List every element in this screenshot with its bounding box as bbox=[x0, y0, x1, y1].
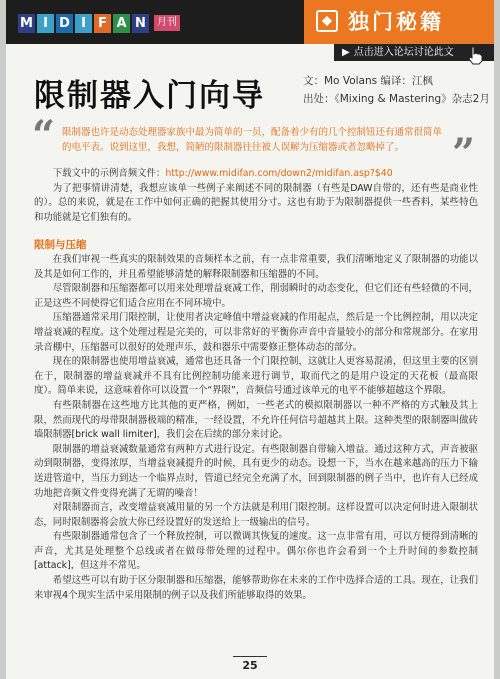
article-intro: 限制器也许是动态处理器家族中最为简单的一员，配备着少有的几个控制钮还有通常很简单的电平表。说到这里，我想，简陋的限制器往往被人误解为压缩器或者忽略掉了。 bbox=[62, 127, 443, 153]
article-title: 限制器入门向导 bbox=[34, 78, 265, 114]
example-paragraph bbox=[34, 167, 478, 182]
author-line: 文：Mo Volans 编译：江枫 bbox=[303, 75, 433, 87]
open-quote-icon: “ bbox=[32, 112, 56, 159]
page-number: 25 bbox=[242, 659, 258, 672]
body-top bbox=[34, 167, 478, 225]
pointing-hand-icon bbox=[464, 44, 486, 66]
paragraph: 有些限制器在这些地方比其他的更严格，例如，一些老式的模拟限制器以一种不严格的方式触及其上限，然而现代的母带限制器极端的精准，一经设置，不允许任何信号超越其上限。这种类型的限制器叫做砖墙限制器[brick wall limiter]，我们会在后续的部分来讨论。 bbox=[34, 399, 478, 441]
logo-letter: I bbox=[75, 14, 92, 33]
paragraph: 现在的限制器也使用增益衰减，通常也还具备一个门限控制，这就让人更容易混淆，但这里主要的区别在于，限制器的增益衰减并不具有比例控制功能来进行调节，取而代之的是用户设定的天花板（最高限度）。简单来说，这意味着你可以设置一个“界限”，音频信号通过该单元的电平不能够超越这个界限。 bbox=[34, 356, 478, 397]
logo-letter: N bbox=[132, 14, 149, 33]
paragraph: 尽管限制器和压缩器都可以用来处理增益衰减工作，削弱瞬时的动态变化，但它们还有些轻微的不同，正是这些不同使得它们适合应用在不同环境中。 bbox=[34, 283, 478, 309]
section-heading: 限制与压缩 bbox=[34, 239, 87, 251]
paragraph: 在我们审视一些真实的限制效果的音频样本之前，有一点非常重要，我们清晰地定义了限制器的功能以及其是如何工作的，并且希望能够清楚的解释限制器和压缩器的不同。 bbox=[34, 254, 478, 280]
page-number-rule bbox=[233, 656, 267, 657]
header-bar bbox=[6, 0, 494, 44]
body-main bbox=[34, 253, 478, 603]
article-meta bbox=[303, 72, 490, 108]
paragraph: 为了把事情讲清楚，我想应该单一些例子来阐述不同的限制器（有些是DAW自带的，还有些是商业性的）。总的来说，就是在工作中如何正确的把握其使用分寸。这也有助于为限制器提供一些香料，某些特色和功能就是它们独有的。 bbox=[34, 182, 478, 223]
logo-letter: M bbox=[18, 14, 35, 33]
paragraph: 有些限制器通常包含了一个释放控制，可以微调其恢复的速度。这一点非常有用，可以方便得到清晰的声音，尤其是处理整个总线或者在做母带处理的过程中。偶尔你也许会看到一个上升时间的参数控制[attack]，但这并不常见。 bbox=[34, 531, 478, 572]
logo-tag: 月刊 bbox=[154, 15, 180, 31]
logo-letter: I bbox=[37, 14, 54, 33]
star-badge-icon bbox=[316, 10, 338, 32]
magazine-page bbox=[6, 0, 494, 679]
column-title: 独门秘籍 bbox=[348, 10, 444, 34]
logo-letter: A bbox=[113, 14, 130, 33]
close-quote-icon: ” bbox=[452, 130, 476, 177]
forum-link-label: 点击进入论坛讨论此文 bbox=[353, 47, 454, 58]
arrow-right-icon: ▶ bbox=[342, 47, 350, 58]
example-link[interactable]: http://www.midifan.com/down2/midifan.asp?$40 bbox=[165, 168, 393, 179]
source-line: 出处：《Mixing & Mastering》杂志2月 bbox=[303, 93, 490, 105]
paragraph: 希望这些可以有助于区分限制器和压缩器，能够帮助你在未来的工作中选择合适的工具。现在，让我们来审视4个现实生活中采用限制的例子以及我们所能够取得的效果。 bbox=[34, 575, 478, 601]
midifan-logo bbox=[18, 13, 180, 33]
paragraph: 限制器的增益衰减数量通常有两种方式进行设定。有些限制器自带输入增益。通过这种方式，声音被驱动到限制器，变得浓厚，当增益衰减提升的时候，具有更少的动态。设想一下，当水在越来越高的压力下输送进管道中，当压力到达一个临界点时，管道已经完全充满了水，回到限制器的例子当中，也许有人已经成功地把音频文件变得充满了无谓的噪音！ bbox=[34, 443, 478, 499]
logo-letter: D bbox=[56, 14, 73, 33]
logo-letter: F bbox=[94, 14, 111, 33]
example-label: 下载文中的示例音频文件： bbox=[52, 168, 166, 179]
paragraph: 对限制器而言，改变增益衰减用量的另一个方法就是利用门限控制。这样设置可以决定何时进入限制状态，同时限制器将会放大你已经设置好的发送给上一级输出的信号。 bbox=[34, 502, 478, 528]
column-banner bbox=[304, 0, 494, 44]
paragraph: 压缩器通常采用门限控制，让使用者决定峰值中增益衰减的作用起点，然后是一个比例控制，用以决定增益衰减的程度。这个处理过程是完美的，可以非常好的平衡你声音中音量较小的部分和常规部分。在家用录音棚中，压缩器可以很好的处理声乐，鼓和器乐中需要修正整体动态的部分。 bbox=[34, 312, 478, 353]
